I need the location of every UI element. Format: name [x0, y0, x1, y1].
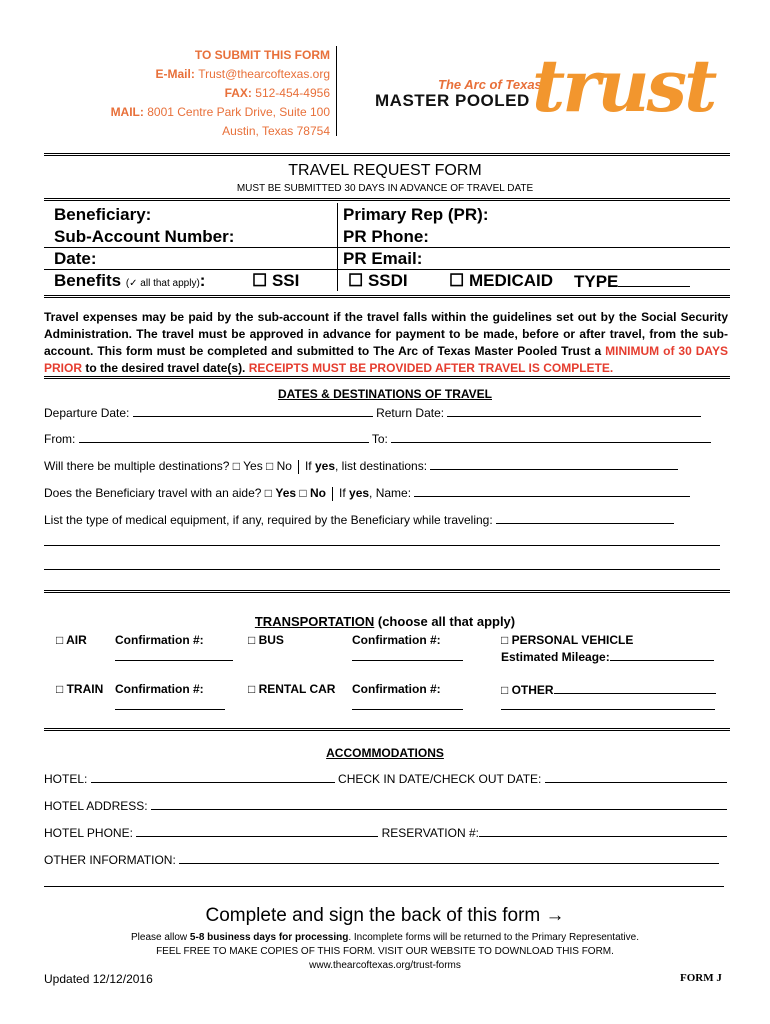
accommodations-heading: ACCOMMODATIONS — [326, 746, 444, 760]
hotel-row — [44, 771, 727, 786]
medicaid-checkbox[interactable]: ☐ MEDICAID — [449, 271, 554, 290]
multi-dest-separator — [298, 460, 299, 474]
mail-label: MAIL: — [110, 105, 144, 119]
type-blank[interactable] — [618, 271, 690, 287]
hotel-address-row — [44, 798, 727, 813]
aide-name-field[interactable] — [414, 485, 690, 497]
intro-text-2: to the desired travel date(s). — [82, 361, 249, 375]
other-info-field[interactable] — [179, 852, 719, 864]
email-link[interactable]: Trust@thearcoftexas.org — [198, 67, 330, 81]
destinations-field[interactable] — [430, 458, 678, 470]
pr-phone-label: PR Phone: — [343, 227, 429, 246]
logo-arc-text: The Arc of Texas — [438, 77, 542, 92]
logo-trust-text: trust — [532, 43, 715, 128]
aide-name-label: , Name: — [369, 486, 412, 500]
to-label: To: — [371, 432, 388, 446]
processing-note — [0, 932, 770, 943]
type-field[interactable] — [574, 271, 690, 292]
multi-dest-list-label: , list destinations: — [335, 459, 428, 473]
other-field-line-2[interactable] — [501, 709, 715, 710]
bus-confirmation-field[interactable] — [352, 660, 463, 661]
logo-master-text: MASTER POOLED — [375, 91, 530, 110]
form-id: FORM J — [680, 972, 722, 984]
benefits-text: Benefits — [54, 271, 122, 290]
fax-label: FAX: — [224, 86, 252, 100]
aide-question: Does the Beneficiary travel with an aide? □ — [44, 486, 276, 500]
hotel-phone-row — [44, 825, 727, 840]
submit-heading: TO SUBMIT THIS FORM — [194, 48, 330, 62]
submit-info — [111, 46, 330, 141]
field-rule-2 — [44, 269, 730, 270]
aide-yes-bold: yes — [349, 486, 370, 500]
rental-confirmation-label: Confirmation #: — [352, 682, 441, 696]
to-field[interactable] — [391, 431, 711, 443]
dates-heading: DATES & DESTINATIONS OF TRAVEL — [277, 387, 492, 401]
hotel-phone-field[interactable] — [136, 825, 378, 837]
mail-address-line2: Austin, Texas 78754 — [222, 124, 330, 138]
field-rule-1 — [44, 247, 730, 248]
train-confirmation-field[interactable] — [115, 709, 225, 710]
fax-number: 512-454-4956 — [255, 86, 330, 100]
equipment-row — [44, 512, 674, 527]
bus-checkbox[interactable]: □ BUS — [248, 633, 284, 647]
intro-bottom-rule — [44, 376, 730, 379]
title-rule-bottom — [44, 198, 730, 201]
title-rule-top — [44, 153, 730, 156]
benefits-note: (✓ all that apply) — [125, 278, 200, 289]
multi-dest-row — [44, 458, 678, 474]
other-field[interactable] — [554, 682, 716, 694]
aide-row — [44, 485, 690, 501]
hotel-label: HOTEL: — [44, 772, 88, 786]
complete-sign-note: Complete and sign the back of this form → — [205, 905, 565, 926]
personal-vehicle-checkbox[interactable]: □ PERSONAL VEHICLE — [501, 633, 634, 647]
mileage-label: Estimated Mileage: — [501, 650, 610, 664]
equipment-field[interactable] — [496, 512, 674, 524]
mileage-field[interactable] — [610, 649, 714, 661]
transport-heading-note: (choose all that apply) — [374, 614, 516, 629]
updated-date: Updated 12/12/2016 — [44, 972, 153, 986]
hotel-field[interactable] — [91, 771, 335, 783]
transport-heading: TRANSPORTATION — [254, 614, 375, 629]
processing-note-start: Please allow — [131, 932, 190, 943]
fields-bottom-rule — [44, 295, 730, 298]
ssi-checkbox[interactable]: ☐ SSI — [252, 271, 300, 290]
equipment-label: List the type of medical equipment, if any, required by the Beneficiary while traveling: — [44, 513, 493, 527]
sub-account-label: Sub-Account Number: — [54, 227, 235, 246]
rental-car-checkbox[interactable]: □ RENTAL CAR — [248, 682, 336, 696]
header-divider — [336, 46, 337, 136]
rental-confirmation-field[interactable] — [352, 709, 463, 710]
intro-paragraph — [44, 309, 728, 377]
return-label: Return Date: — [376, 406, 445, 420]
processing-days: 5-8 business days for processing — [189, 932, 349, 943]
mail-address-line1: 8001 Centre Park Drive, Suite 100 — [147, 105, 330, 119]
transport-heading-row — [0, 614, 770, 629]
form-subtitle: MUST BE SUBMITTED 30 DAYS IN ADVANCE OF TRAVEL DATE — [236, 183, 534, 194]
bus-confirmation-label: Confirmation #: — [352, 633, 441, 647]
reservation-field[interactable] — [479, 825, 727, 837]
aide-no-option[interactable]: No — [310, 486, 326, 500]
multi-dest-question[interactable]: Will there be multiple destinations? □ Yes □ No — [44, 459, 292, 473]
other-row — [501, 682, 716, 697]
departure-row — [44, 405, 701, 420]
checkin-field[interactable] — [545, 771, 727, 783]
beneficiary-label: Beneficiary: — [54, 205, 152, 224]
from-row — [44, 431, 711, 446]
copies-note: FEEL FREE TO MAKE COPIES OF THIS FORM. VISIT OUR WEBSITE TO DOWNLOAD THIS FORM. — [156, 946, 614, 957]
return-field[interactable] — [447, 405, 701, 417]
air-confirmation-label: Confirmation #: — [115, 633, 204, 647]
aide-checkbox-no: □ — [296, 486, 310, 500]
other-checkbox[interactable]: □ OTHER — [501, 683, 554, 697]
benefits-label — [54, 271, 205, 291]
type-label: TYPE — [574, 272, 619, 291]
intro-text-1: Travel expenses may be paid by the sub-account if the travel falls within the guidelines set out by the Social Security Administration. The travel must be approved in advance for payment to be made, before or after travel, from the sub-account. This form must be completed and submitted to The Arc of Texas Master Pooled Trust a — [44, 310, 728, 358]
from-field[interactable] — [79, 431, 369, 443]
intro-receipts-note: RECEIPTS MUST BE PROVIDED AFTER TRAVEL IS COMPLETE. — [248, 361, 614, 375]
train-confirmation-label: Confirmation #: — [115, 682, 204, 696]
email-label: E-Mail: — [155, 67, 195, 81]
other-info-label: OTHER INFORMATION: — [44, 853, 176, 867]
hotel-phone-label: HOTEL PHONE: — [44, 826, 133, 840]
form-title: TRAVEL REQUEST FORM — [288, 162, 482, 179]
aide-if: If — [339, 486, 350, 500]
hotel-address-field[interactable] — [151, 798, 727, 810]
primary-rep-label: Primary Rep (PR): — [343, 205, 489, 224]
air-confirmation-field[interactable] — [115, 660, 233, 661]
hotel-address-label: HOTEL ADDRESS: — [44, 799, 148, 813]
processing-note-end: . Incomplete forms will be returned to the Primary Representative. — [348, 932, 639, 943]
pr-email-label: PR Email: — [343, 249, 423, 268]
dates-bottom-rule — [44, 590, 730, 593]
aide-yes-option[interactable]: Yes — [275, 486, 297, 500]
air-checkbox[interactable]: □ AIR — [56, 633, 87, 647]
other-info-line-2[interactable] — [44, 886, 724, 887]
multi-dest-if: If — [304, 459, 315, 473]
intro-minimum-days: MINIMUM of 30 DAYS PRIOR — [44, 344, 728, 375]
checkin-label: CHECK IN DATE/CHECK OUT DATE: — [338, 772, 542, 786]
other-info-row — [44, 852, 719, 867]
mileage-row — [501, 649, 714, 664]
departure-label: Departure Date: — [44, 406, 130, 420]
ssdi-checkbox[interactable]: ☐ SSDI — [348, 271, 408, 290]
from-label: From: — [44, 432, 76, 446]
aide-separator — [332, 487, 333, 501]
date-label: Date: — [54, 249, 97, 268]
website-link[interactable]: www.thearcoftexas.org/trust-forms — [309, 960, 461, 971]
train-checkbox[interactable]: □ TRAIN — [56, 682, 104, 696]
transport-bottom-rule — [44, 728, 730, 731]
multi-dest-yes: yes — [314, 459, 336, 473]
reservation-label: RESERVATION #: — [381, 826, 479, 840]
equipment-line-2[interactable] — [44, 569, 720, 570]
departure-field[interactable] — [133, 405, 373, 417]
benefits-colon: : — [199, 271, 206, 290]
equipment-line-1[interactable] — [44, 545, 720, 546]
